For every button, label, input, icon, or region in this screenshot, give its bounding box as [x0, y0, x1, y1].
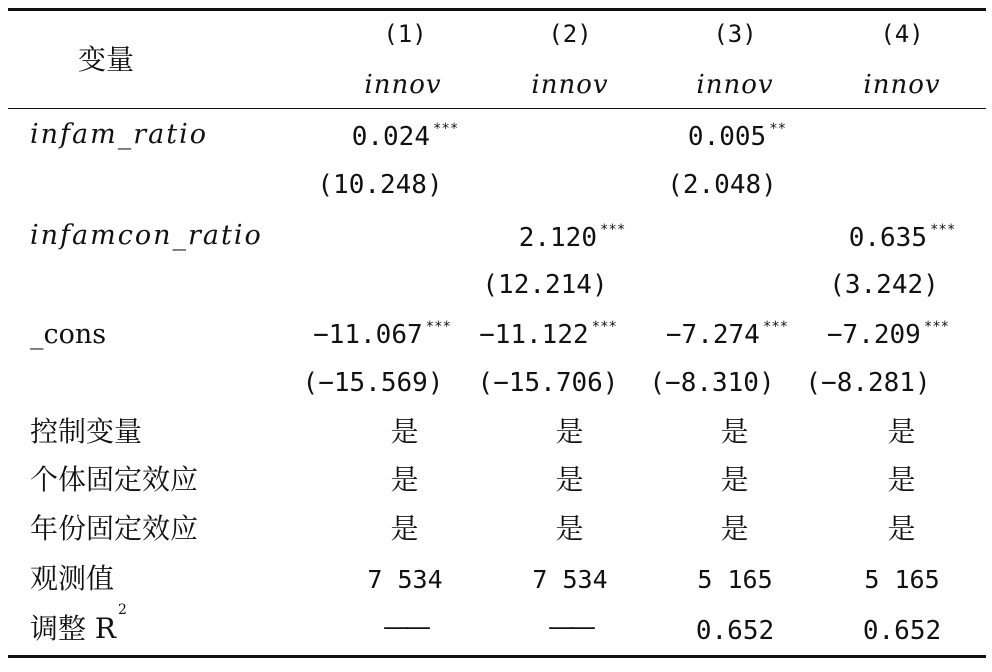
- adj-r2-value-4: 0.652: [862, 616, 942, 646]
- controls-value-4: 是: [887, 415, 917, 448]
- variable-header: 变量: [78, 43, 135, 76]
- coef-cons-3: −7.274 ***: [665, 319, 789, 350]
- firm-fe-value-3: 是: [720, 463, 750, 496]
- tstat-infam-ratio-1: (10.248): [317, 170, 443, 200]
- table-header-rule: [8, 108, 986, 109]
- significance-stars: ***: [923, 319, 950, 335]
- coef-infam-ratio-1: 0.024 ***: [351, 121, 459, 152]
- controls-value-2: 是: [555, 415, 585, 448]
- adj-r2-value-3: 0.652: [695, 616, 775, 646]
- obs-value-1: 7 534: [367, 565, 443, 594]
- row-label-observations: 观测值: [30, 562, 115, 595]
- firm-fe-value-1: 是: [390, 463, 420, 496]
- row-label-year-fixed-effects: 年份固定效应: [30, 512, 199, 545]
- tstat-cons-4: (−8.281): [805, 368, 931, 398]
- controls-value-3: 是: [720, 415, 750, 448]
- significance-stars: ***: [432, 121, 459, 137]
- year-fe-value-4: 是: [887, 512, 917, 545]
- significance-stars: ***: [929, 222, 956, 238]
- dependent-variable-4: innov: [863, 70, 941, 100]
- tstat-cons-2: (−15.706): [477, 368, 619, 398]
- dependent-variable-1: innov: [364, 70, 442, 100]
- row-label-adjusted-r2: 调整 $R^2$: [30, 601, 127, 645]
- row-label-cons: _cons: [30, 319, 107, 350]
- significance-stars: ***: [762, 319, 789, 335]
- column-number-1: (1): [383, 20, 427, 48]
- column-number-3: (3): [713, 20, 757, 48]
- adj-r2-value-2: ——: [548, 612, 592, 642]
- obs-value-2: 7 534: [532, 565, 608, 594]
- coef-cons-4: −7.209 ***: [826, 319, 950, 350]
- row-label-controls: 控制变量: [30, 415, 143, 448]
- year-fe-value-3: 是: [720, 512, 750, 545]
- firm-fe-value-2: 是: [555, 463, 585, 496]
- table-top-rule: [8, 8, 986, 11]
- adj-r2-value-1: ——: [383, 612, 427, 642]
- dependent-variable-3: innov: [696, 70, 774, 100]
- dependent-variable-2: innov: [531, 70, 609, 100]
- coef-cons-2: −11.122 ***: [479, 319, 617, 350]
- coef-infam-ratio-3: 0.005 **: [687, 121, 787, 152]
- tstat-cons-1: (−15.569): [302, 368, 444, 398]
- tstat-infamcon-ratio-4: (3.242): [829, 270, 939, 300]
- obs-value-4: 5 165: [864, 565, 940, 594]
- column-number-4: (4): [880, 20, 924, 48]
- coef-infamcon-ratio-4: 0.635 ***: [848, 222, 956, 253]
- controls-value-1: 是: [390, 415, 420, 448]
- row-label-infam-ratio: infam_ratio: [30, 119, 208, 150]
- significance-stars: ***: [599, 222, 626, 238]
- firm-fe-value-4: 是: [887, 463, 917, 496]
- obs-value-3: 5 165: [697, 565, 773, 594]
- superscript-2: 2: [117, 601, 127, 618]
- table-bottom-rule: [8, 655, 986, 658]
- coef-cons-1: −11.067 ***: [313, 319, 451, 350]
- row-label-firm-fixed-effects: 个体固定效应: [30, 463, 199, 496]
- row-label-infamcon-ratio: infamcon_ratio: [30, 220, 263, 251]
- significance-stars: **: [769, 121, 787, 137]
- significance-stars: ***: [591, 319, 617, 335]
- tstat-cons-3: (−8.310): [649, 368, 775, 398]
- coef-infamcon-ratio-2: 2.120 ***: [518, 222, 626, 253]
- year-fe-value-1: 是: [390, 512, 420, 545]
- tstat-infamcon-ratio-2: (12.214): [482, 270, 608, 300]
- tstat-infam-ratio-3: (2.048): [667, 170, 777, 200]
- column-number-2: (2): [548, 20, 592, 48]
- significance-stars: ***: [425, 319, 451, 335]
- year-fe-value-2: 是: [555, 512, 585, 545]
